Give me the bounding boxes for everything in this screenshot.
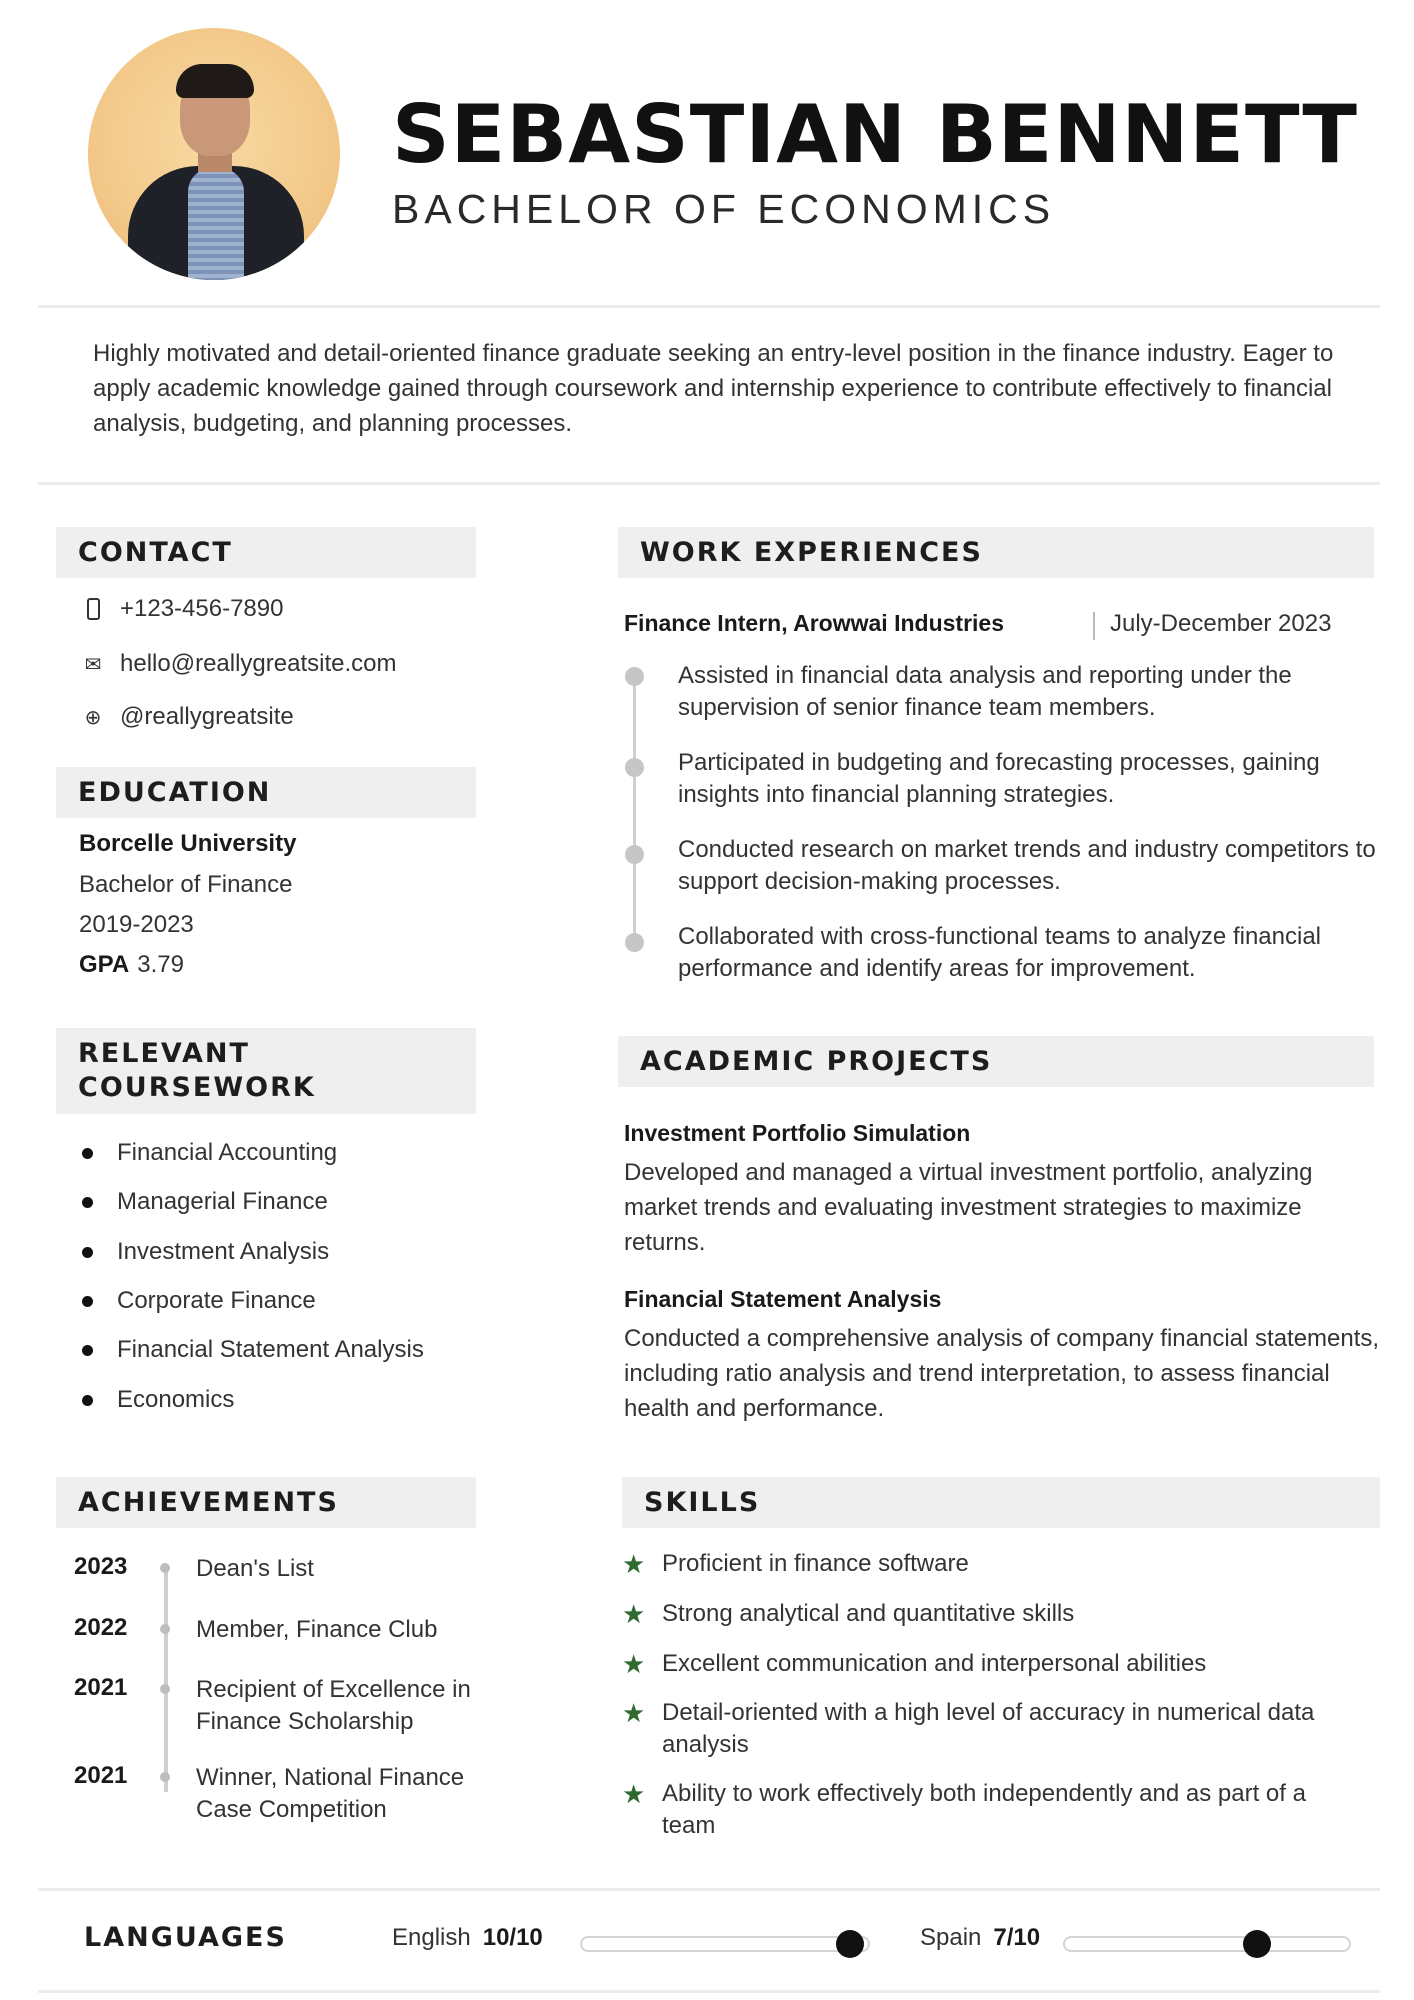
contact-phone[interactable] [82, 595, 283, 623]
star-icon: ★ [622, 1599, 646, 1629]
job-date: July-December 2023 [1110, 610, 1332, 637]
language-spain: Spain 7/10 [920, 1924, 1041, 1951]
divider [38, 1888, 1380, 1891]
timeline-node [625, 933, 644, 952]
job-bullet: Participated in budgeting and forecasting processes, gaining insights into financial planning strategies. [678, 749, 1320, 808]
coursework-heading-line1: RELEVANT [78, 1038, 250, 1069]
achievement-item: 2021 Winner, National Finance Case Competition [74, 1762, 465, 1823]
phone-text: +123-456-7890 [120, 595, 284, 622]
job-bullet: Collaborated with cross-functional teams to analyze financial performance and identify areas for improvement. [678, 923, 1321, 982]
email-text: hello@reallygreatsite.com [120, 650, 397, 677]
languages-heading: LANGUAGES [84, 1922, 287, 1953]
projects-heading: ACADEMIC PROJECTS [618, 1036, 1374, 1087]
achievement-item: 2023 Dean's List [74, 1553, 314, 1582]
course-item: Corporate Finance [82, 1287, 316, 1315]
degree-title: BACHELOR OF ECONOMICS [392, 186, 1056, 232]
work-heading: WORK EXPERIENCES [618, 527, 1374, 578]
project-title: Financial Statement Analysis [624, 1286, 942, 1312]
project-description: Developed and managed a virtual investment portfolio, analyzing market trends and evaluating investment strategies to maximize returns. [624, 1159, 1313, 1256]
job-separator [1093, 612, 1095, 640]
phone-icon [82, 598, 104, 620]
gpa-value: 3.79 [137, 951, 184, 978]
achievement-item: 2021 Recipient of Excellence in Finance Scholarship [74, 1674, 471, 1735]
social-text: @reallygreatsite [120, 703, 294, 730]
course-item: Investment Analysis [82, 1238, 329, 1266]
achievement-item: 2022 Member, Finance Club [74, 1614, 438, 1643]
school-name: Borcelle University [79, 830, 297, 857]
course-item: Financial Statement Analysis [82, 1336, 424, 1364]
language-level-bar [580, 1936, 870, 1952]
star-icon: ★ [622, 1698, 646, 1728]
project-title: Investment Portfolio Simulation [624, 1120, 971, 1146]
program-name: Bachelor of Finance [79, 871, 293, 898]
course-item: Managerial Finance [82, 1188, 328, 1216]
course-item: Economics [82, 1386, 234, 1414]
gpa-label: GPA [79, 951, 130, 978]
timeline-node [625, 667, 644, 686]
profile-photo [88, 28, 340, 280]
skill-item: ★ Strong analytical and quantitative skills [622, 1599, 1075, 1629]
job-bullet: Conducted research on market trends and industry competitors to support decision-making processes. [678, 836, 1376, 895]
timeline-node [625, 758, 644, 777]
achievements-heading: ACHIEVEMENTS [56, 1477, 476, 1528]
star-icon: ★ [622, 1549, 646, 1579]
language-level-bar [1063, 1936, 1351, 1952]
full-name: SEBASTIAN BENNETT [392, 88, 1358, 181]
skill-item: ★ Detail-oriented with a high level of accuracy in numerical data analysis [622, 1697, 1382, 1761]
education-years: 2019-2023 [79, 911, 194, 938]
job-timeline [633, 678, 636, 948]
divider [38, 482, 1380, 485]
language-level-knob [836, 1930, 864, 1958]
job-title: Finance Intern, Arowwai Industries [624, 610, 1004, 636]
summary-text: Highly motivated and detail-oriented finance graduate seeking an entry-level position in the finance industry. Eager to apply academic knowledge gained through coursework and internship experience to contribute effectively to financial analysis, budgeting, and planning processes. [93, 340, 1334, 437]
skills-heading: SKILLS [622, 1477, 1380, 1528]
contact-email[interactable] [82, 650, 396, 678]
globe-icon: ⊕ [84, 706, 102, 729]
skill-item: ★ Excellent communication and interpersonal abilities [622, 1649, 1207, 1679]
language-english: English 10/10 [392, 1924, 543, 1951]
coursework-heading-line2: COURSEWORK [78, 1072, 316, 1103]
contact-social[interactable] [82, 703, 294, 731]
mail-icon: ✉ [84, 653, 102, 676]
contact-heading: CONTACT [56, 527, 476, 578]
education-heading: EDUCATION [56, 767, 476, 818]
job-bullet: Assisted in financial data analysis and reporting under the supervision of senior finance team members. [678, 662, 1292, 721]
divider [38, 1990, 1380, 1993]
star-icon: ★ [622, 1779, 646, 1809]
skill-item: ★ Ability to work effectively both independently and as part of a team [622, 1778, 1382, 1842]
skill-item: ★ Proficient in finance software [622, 1549, 969, 1579]
divider [38, 305, 1380, 308]
project-description: Conducted a comprehensive analysis of company financial statements, including ratio analysis and trend interpretation, to assess financial health and performance. [624, 1325, 1380, 1422]
gpa-row [79, 951, 184, 979]
course-item: Financial Accounting [82, 1139, 337, 1167]
timeline-node [625, 845, 644, 864]
coursework-heading [56, 1028, 476, 1114]
star-icon: ★ [622, 1649, 646, 1679]
language-level-knob [1243, 1930, 1271, 1958]
